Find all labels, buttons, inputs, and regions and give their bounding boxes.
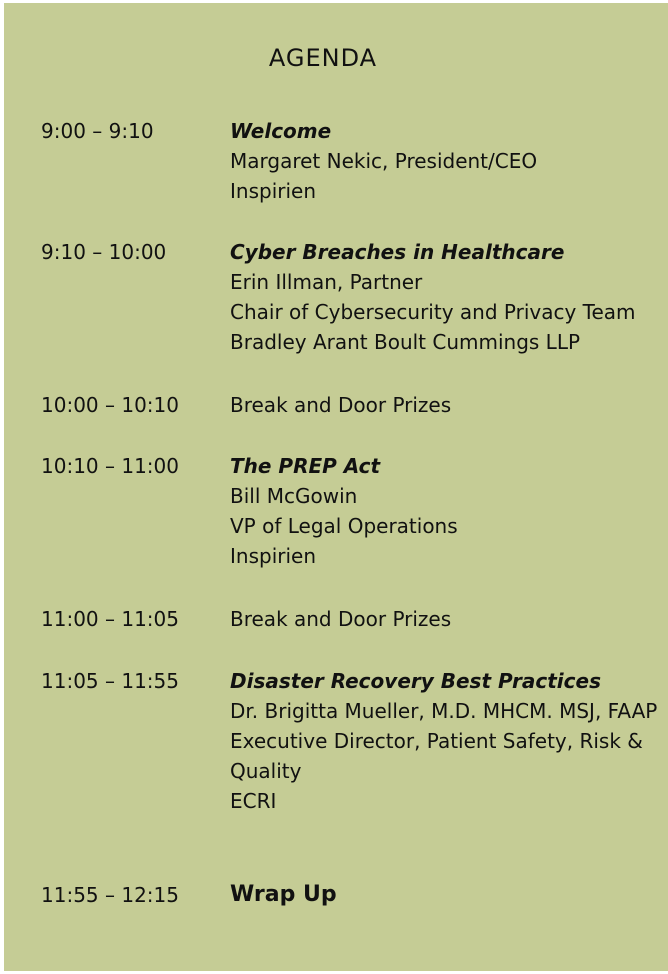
speaker-role-line: Executive Director, Patient Safety, Risk & Quality: [230, 729, 643, 783]
agenda-time: 10:10 – 11:00: [41, 454, 179, 478]
organization-line: Bradley Arant Boult Cummings LLP: [230, 330, 581, 354]
agenda-details: [230, 666, 662, 816]
agenda-details: [230, 604, 662, 634]
organization-line: Inspirien: [230, 179, 317, 203]
speaker-line: Dr. Brigitta Mueller, M.D. MHCM. MSJ, FAAP: [230, 699, 658, 723]
session-title: Wrap Up: [230, 882, 337, 907]
speaker-role-line: VP of Legal Operations: [230, 514, 458, 538]
session-title: Break and Door Prizes: [230, 607, 452, 631]
agenda-time: 11:55 – 12:15: [41, 883, 179, 907]
session-title: Cyber Breaches in Healthcare: [230, 240, 565, 264]
session-title: Welcome: [230, 119, 332, 143]
speaker-line: Bill McGowin: [230, 484, 358, 508]
session-title: Break and Door Prizes: [230, 393, 452, 417]
agenda-heading: AGENDA: [268, 44, 378, 72]
agenda-panel: [4, 3, 668, 971]
session-title: Disaster Recovery Best Practices: [230, 669, 601, 693]
agenda-time: 9:10 – 10:00: [41, 240, 167, 264]
agenda-details: [230, 237, 662, 357]
speaker-line: Margaret Nekic, President/CEO: [230, 149, 538, 173]
agenda-details: [230, 451, 662, 571]
session-title: The PREP Act: [230, 454, 381, 478]
organization-line: ECRI: [230, 789, 277, 813]
agenda-details: [230, 390, 662, 420]
agenda-time: 11:00 – 11:05: [41, 607, 179, 631]
agenda-time: 11:05 – 11:55: [41, 669, 179, 693]
speaker-role-line: Chair of Cybersecurity and Privacy Team: [230, 300, 636, 324]
organization-line: Inspirien: [230, 544, 317, 568]
agenda-details: [230, 116, 662, 206]
speaker-line: Erin Illman, Partner: [230, 270, 423, 294]
agenda-details: [230, 880, 662, 910]
agenda-time: 10:00 – 10:10: [41, 393, 179, 417]
agenda-list: [4, 3, 668, 971]
agenda-time: 9:00 – 9:10: [41, 119, 154, 143]
